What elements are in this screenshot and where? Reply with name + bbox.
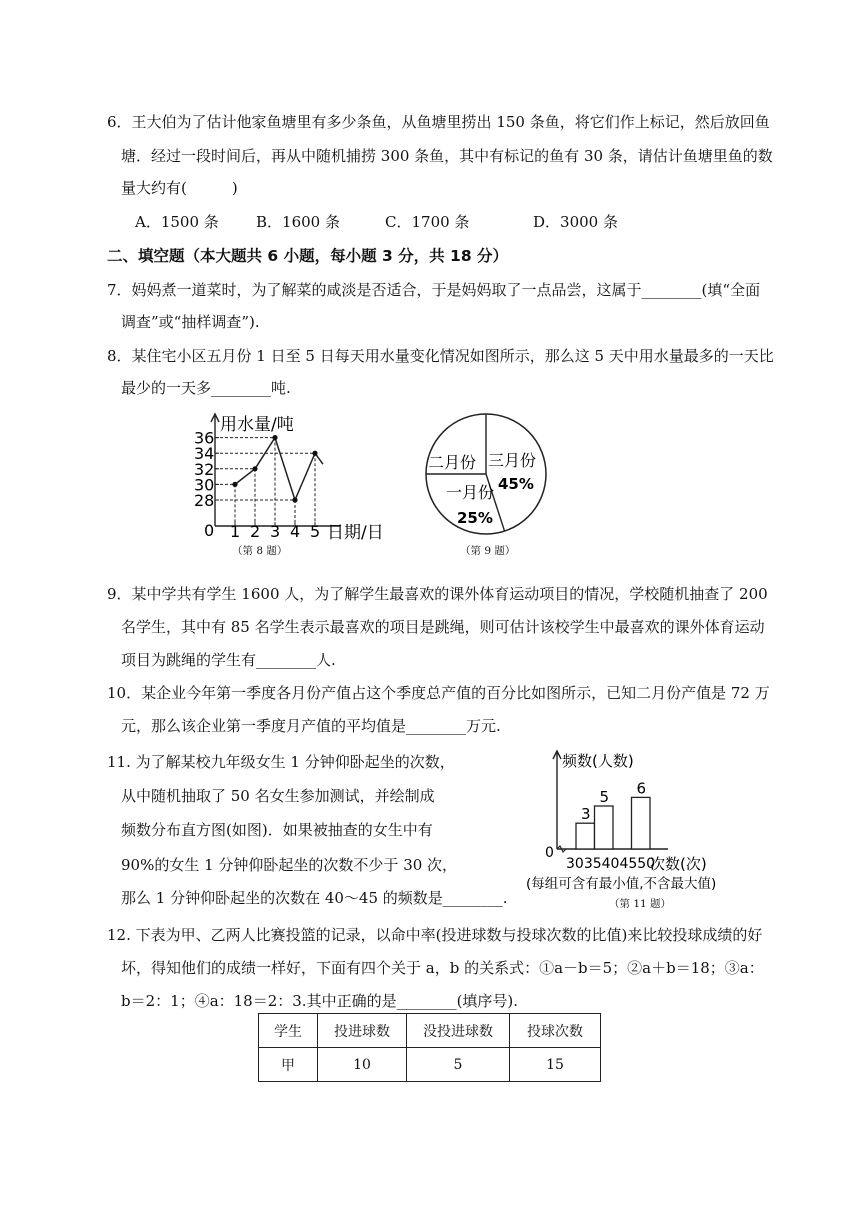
fig11-note: (每组可含有最小值,不含最大值) <box>526 876 717 892</box>
table-cell: 15 <box>510 1048 601 1082</box>
slice-value-label: 45% <box>498 475 534 493</box>
q9-line2: 名学生，其中有 85 名学生表示最喜欢的项目是跳绳，则可估计该校学生中最喜欢的课外体育运动 <box>121 618 765 636</box>
histogram-bar <box>595 806 614 849</box>
fig8-caption: （第 8 题） <box>232 545 288 557</box>
slice-label: 三月份 <box>488 451 537 470</box>
fig9-caption: （第 9 题） <box>460 545 516 557</box>
bar-value-label: 6 <box>636 779 647 798</box>
data-point <box>232 482 237 487</box>
q6-line1: 6．王大伯为了估计他家鱼塘里有多少条鱼，从鱼塘里捞出 150 条鱼，将它们作上标记，然后放回鱼 <box>107 113 770 131</box>
q8-line2: 最少的一天多________吨. <box>121 379 291 397</box>
fig11-ylabel: 频数(人数) <box>562 752 634 770</box>
fig8-ylabel: 用水量/吨 <box>220 415 294 435</box>
section-title: 二、填空题（本大题共 6 小题，每小题 3 分，共 18 分） <box>107 247 509 265</box>
histogram-bar <box>632 797 651 849</box>
fig11-xlabel: 次数(次) <box>650 855 707 873</box>
y-tick-label: 34 <box>194 444 215 464</box>
table-header-cell: 学生 <box>259 1014 318 1048</box>
q8-line1: 8．某住宅小区五月份 1 日至 5 日每天用水量变化情况如图所示，那么这 5 天中用水量最多的一天比 <box>107 347 774 365</box>
data-point <box>312 451 317 456</box>
situp-histogram <box>520 746 760 894</box>
q12-line3: b＝2：1；④a：18＝2：3.其中正确的是________(填序号). <box>121 992 519 1010</box>
q11-line5: 那么 1 分钟仰卧起坐的次数在 40～45 的频数是________. <box>121 889 508 907</box>
y-tick-label: 30 <box>194 475 215 495</box>
fig11-origin: 0 <box>545 845 554 861</box>
slice-label: 二月份 <box>428 453 477 472</box>
q9-line1: 9．某中学共有学生 1600 人，为了解学生最喜欢的课外体育运动项目的情况，学校随机抽查了 200 <box>107 585 768 603</box>
q9-line3: 项目为跳绳的学生有________人. <box>121 651 336 669</box>
histogram-bar <box>576 823 595 849</box>
fig11-caption: （第 11 题） <box>609 898 672 910</box>
q10-line1: 10．某企业今年第一季度各月份产值占这个季度总产值的百分比如图所示，已知二月份产值是 72 万 <box>107 684 770 702</box>
data-point <box>292 497 297 502</box>
table-row <box>259 1048 601 1082</box>
y-tick-label: 36 <box>194 428 215 448</box>
quarterly-output-pie-chart <box>420 408 560 540</box>
q6-line3: 量大约有( ) <box>121 179 238 197</box>
q11-line1: 11. 为了解某校九年级女生 1 分钟仰卧起坐的次数， <box>107 753 455 771</box>
y-tick-label: 28 <box>194 491 215 510</box>
slice-label: 一月份 <box>446 483 495 502</box>
q7-line1: 7．妈妈煮一道菜时，为了解菜的咸淡是否适合，于是妈妈取了一点品尝，这属于________(填“全面 <box>107 281 761 299</box>
x-tick-label: 3 <box>270 522 281 541</box>
q6-option-d: D．3000 条 <box>533 213 618 231</box>
table-cell: 10 <box>318 1048 407 1082</box>
shooting-record-table <box>258 1013 601 1082</box>
x-tick-label: 4 <box>290 522 301 541</box>
bar-value-label: 3 <box>581 805 591 824</box>
water-line <box>235 438 323 500</box>
q12-line2: 坏，得知他们的成绩一样好，下面有四个关于 a，b 的关系式：①a－b＝5；②a＋b＝18；③a： <box>121 959 764 977</box>
q6-line2: 塘．经过一段时间后，再从中随机捕捞 300 条鱼，其中有标记的鱼有 30 条，请估计鱼塘里鱼的数 <box>121 147 773 165</box>
data-point <box>252 466 257 471</box>
q11-line3: 频数分布直方图(如图)．如果被抽查的女生中有 <box>121 821 433 839</box>
q12-line1: 12. 下表为甲、乙两人比赛投篮的记录，以命中率(投进球数与投球次数的比值)来比较投球成绩的好 <box>107 926 763 944</box>
x-tick-labels: 3035404550 <box>566 856 656 872</box>
table-header-cell: 没投进球数 <box>407 1014 510 1048</box>
water-usage-line-chart <box>190 408 390 548</box>
data-point <box>272 435 277 440</box>
bar-value-label: 5 <box>599 788 610 806</box>
slice-value-label: 25% <box>457 509 493 527</box>
x-tick-label: 5 <box>310 522 321 541</box>
q6-option-b: B．1600 条 <box>256 213 340 231</box>
q10-line2: 元，那么该企业第一季度月产值的平均值是________万元. <box>121 717 501 735</box>
table-header-cell: 投球次数 <box>510 1014 601 1048</box>
fig8-origin: 0 <box>204 521 215 540</box>
q11-line2: 从中随机抽取了 50 名女生参加测试，并绘制成 <box>121 787 435 805</box>
q6-option-c: C．1700 条 <box>385 213 470 231</box>
table-cell: 5 <box>407 1048 510 1082</box>
table-cell: 甲 <box>259 1048 318 1082</box>
q6-option-a: A．1500 条 <box>135 213 219 231</box>
x-tick-label: 2 <box>250 522 261 541</box>
fig8-xlabel: 日期/日 <box>327 523 384 543</box>
q7-line2: 调查”或“抽样调查”). <box>121 313 260 331</box>
table-header-cell: 投进球数 <box>318 1014 407 1048</box>
q11-line4: 90%的女生 1 分钟仰卧起坐的次数不少于 30 次， <box>121 856 458 874</box>
x-tick-label: 1 <box>230 522 241 541</box>
y-tick-label: 32 <box>194 459 215 479</box>
table-header-row <box>259 1014 601 1048</box>
